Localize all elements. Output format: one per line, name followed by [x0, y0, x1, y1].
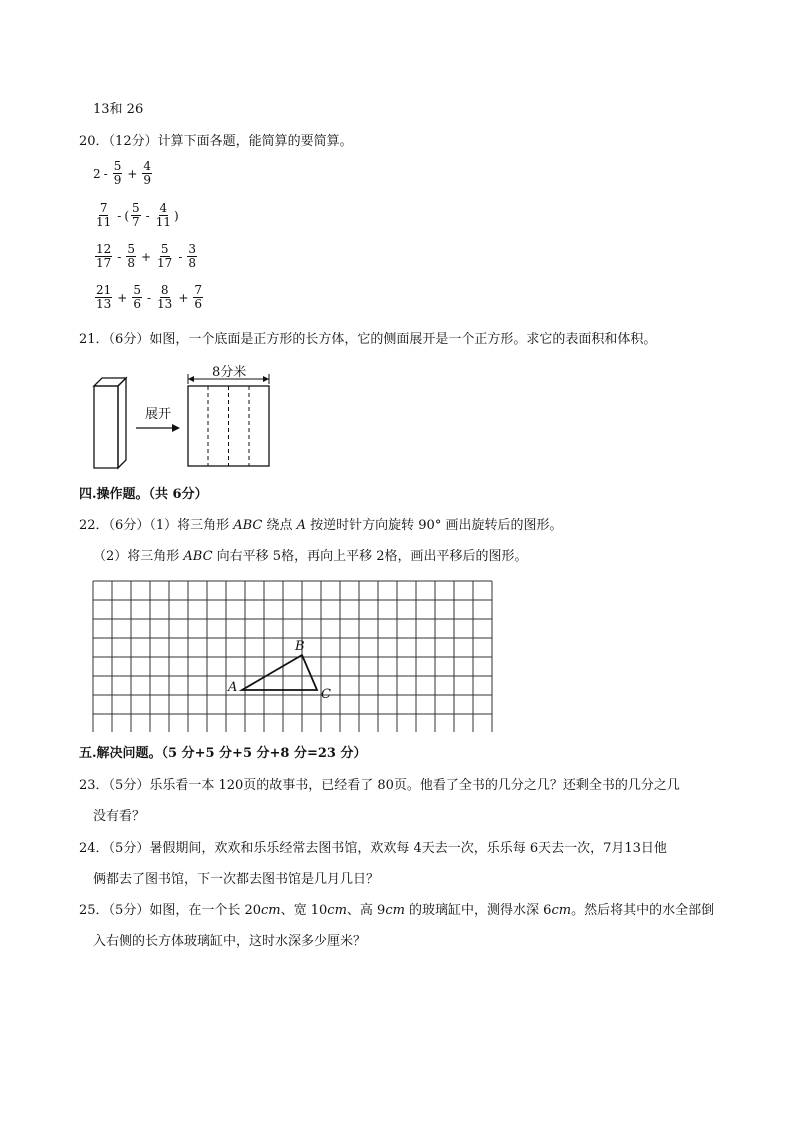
fraction: $\frac{7}{6}$ [194, 283, 203, 311]
q25-line-1: 25．（5分）如图，在一个长 20cm、宽 10cm、高 9cm 的玻璃缸中，测得水深 6cm。然后将其中的水全部倒 [79, 903, 715, 918]
q24-line-1: 24．（5分）暑假期间，欢欢和乐乐经常去图书馆，欢欢每 4天去一次，乐乐每 6天去一次，7月13日他 [79, 841, 667, 856]
right-paren: ) [174, 208, 179, 223]
unfold-arrow [136, 424, 180, 432]
fraction: $\frac{12}{17}$ [96, 242, 112, 270]
fraction: $\frac{7}{11}$ [96, 201, 112, 229]
fraction: $\frac{5}{9}$ [113, 159, 122, 187]
q20-expression-1 [93, 160, 154, 187]
q21-title: 21．（6分）如图，一个底面是正方形的长方体，它的侧面展开是一个正方形。求它的表面积和体积。 [79, 332, 657, 347]
q21-figure [88, 356, 288, 474]
section-4-heading: 四.操作题。（共 6分） [79, 487, 208, 502]
operator: - [117, 249, 122, 264]
operator: + [178, 290, 189, 305]
unfolded-square [188, 386, 269, 466]
fraction: $\frac{5}{8}$ [127, 242, 135, 270]
operator: - [145, 208, 150, 223]
fraction: $\frac{8}{13}$ [157, 283, 173, 311]
dimension-label: 8分米 [212, 365, 247, 380]
label-a: A [228, 680, 238, 695]
operator: - [103, 166, 108, 181]
fraction: $\frac{5}{6}$ [133, 283, 141, 311]
label-c: C [321, 687, 331, 702]
left-paren: ( [124, 208, 130, 223]
label-b: B [295, 639, 305, 654]
q24-line-2: 俩都去了图书馆，下一次都去图书馆是几月几日？ [93, 872, 380, 887]
q20-expression-2 [93, 202, 179, 229]
q22-line-2: （2）将三角形 ABC 向右平移 5格，再向上平移 2格，画出平移后的图形。 [93, 549, 528, 564]
fraction: $\frac{5}{17}$ [157, 242, 173, 270]
operator: + [127, 166, 138, 181]
cuboid-figure [94, 378, 126, 468]
fraction: $\frac{4}{11}$ [155, 201, 172, 229]
operator: - [146, 290, 152, 305]
q25-line-2: 入右侧的长方体玻璃缸中，这时水深多少厘米？ [93, 934, 367, 949]
q20-expression-3 [93, 243, 199, 270]
q22-line-1: 22．（6分）（1）将三角形 ABC 绕点 A 按逆时针方向旋转 90° 画出旋转后的图形。 [79, 518, 563, 533]
operator: - [178, 249, 183, 264]
operator: + [140, 249, 152, 264]
operator: - [117, 208, 122, 223]
fraction: $\frac{5}{7}$ [132, 201, 140, 229]
q23-line-1: 23．（5分）乐乐看一本 120页的故事书，已经看了 80页。他看了全书的几分之几？还剩全书的几分之几 [79, 778, 680, 793]
whole-number: 2 [93, 166, 101, 181]
triangle-abc [242, 655, 317, 690]
section-5-heading: 五.解决问题。（5 分+5 分+5 分+8 分=23 分） [79, 746, 367, 761]
q20-expression-4 [93, 284, 205, 311]
unfold-label: 展开 [145, 407, 172, 422]
fraction: $\frac{21}{13}$ [96, 283, 112, 311]
operator: + [117, 290, 128, 305]
fraction: $\frac{3}{8}$ [188, 242, 197, 270]
previous-answer: 13和 26 [93, 102, 144, 117]
fraction: $\frac{4}{9}$ [143, 159, 152, 187]
q23-line-2: 没有看？ [93, 809, 146, 824]
square-grid [92, 580, 502, 732]
q20-title: 20．（12分）计算下面各题，能简算的要简算。 [79, 134, 353, 149]
